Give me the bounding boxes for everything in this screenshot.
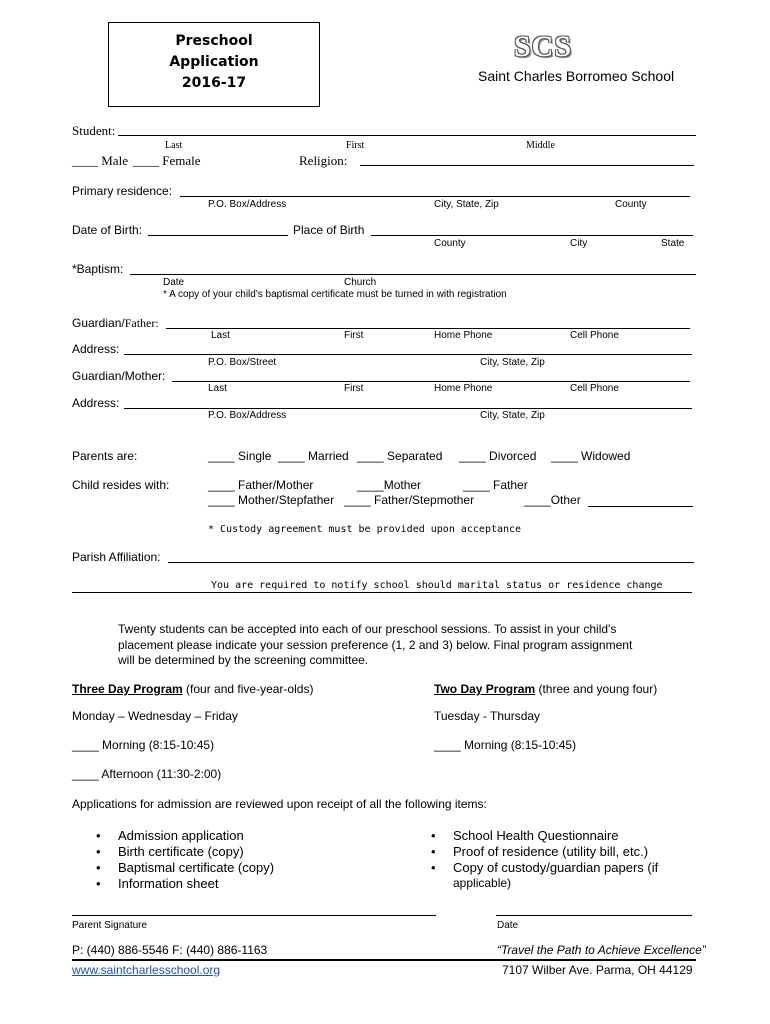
mother-sub-box: P.O. Box/Address [208, 410, 287, 421]
title-line-1: Preschool [175, 33, 253, 49]
place-of-birth-label: Place of Birth [293, 223, 365, 237]
parent-signature-field[interactable] [72, 915, 436, 916]
resides-mother-stepfather[interactable]: ____ Mother/Stepfather [208, 493, 335, 507]
father-sub-box: P.O. Box/Street [208, 357, 277, 368]
guardian-mother-label: Guardian/Mother: [72, 369, 166, 383]
two-day-days: Tuesday - Thursday [434, 709, 541, 723]
guardian-mother-field[interactable] [172, 381, 690, 382]
guardian-father-field[interactable] [166, 328, 690, 329]
admission-item: • Proof of residence (utility bill, etc.) [453, 844, 648, 859]
admission-item: • Admission application [118, 828, 244, 843]
three-day-afternoon[interactable]: ____ Afternoon (11:30-2:00) [72, 767, 222, 781]
birth-sub-state: State [661, 238, 685, 249]
baptism-note: * A copy of your child's baptismal certificate must be turned in with registration [163, 289, 507, 300]
female-option[interactable]: ____ Female [133, 153, 201, 168]
intro-line-2: placement please indicate your session preference (1, 2 and 3) below. Final program assignment [118, 638, 633, 652]
student-name-field[interactable] [118, 135, 696, 136]
religion-field[interactable] [360, 165, 694, 166]
father-sub-cell-phone: Cell Phone [570, 330, 619, 341]
resides-other-field[interactable] [588, 506, 693, 507]
two-day-morning[interactable]: ____ Morning (8:15-10:45) [434, 738, 577, 752]
parish-field[interactable] [168, 562, 694, 563]
phone-fax: P: (440) 886-5546 F: (440) 886-1163 [72, 943, 268, 957]
date-label: Date [497, 920, 519, 931]
birth-sub-city: City [570, 238, 588, 249]
mother-sub-home-phone: Home Phone [434, 383, 493, 394]
parish-label: Parish Affiliation: [72, 550, 161, 564]
admission-item: • Birth certificate (copy) [118, 844, 244, 859]
father-sub-last: Last [211, 330, 230, 341]
mother-address-label: Address: [72, 396, 120, 410]
parents-single[interactable]: ____ Single [208, 449, 272, 463]
resides-other[interactable]: ____Other [524, 493, 581, 507]
intro-line-3: will be determined by the screening committee. [118, 653, 369, 667]
resides-father[interactable]: ____ Father [463, 478, 528, 492]
resides-father-stepmother[interactable]: ____ Father/Stepmother [344, 493, 475, 507]
school-address: 7107 Wilber Ave. Parma, OH 44129 [502, 963, 693, 977]
resides-mother[interactable]: ____Mother [357, 478, 422, 492]
marital-notice: You are required to notify school should marital status or residence change [211, 580, 663, 591]
title-box [108, 22, 320, 107]
admission-intro: Applications for admission are reviewed upon receipt of all the following items: [72, 797, 487, 811]
baptism-sub-church: Church [344, 277, 377, 288]
three-day-program-heading: Three Day Program (four and five-year-olds) [72, 682, 314, 696]
student-sub-last: Last [165, 140, 183, 151]
mother-sub-first: First [344, 383, 364, 394]
three-day-morning[interactable]: ____ Morning (8:15-10:45) [72, 738, 215, 752]
baptism-sub-date: Date [163, 277, 185, 288]
school-motto: “Travel the Path to Achieve Excellence” [497, 943, 706, 957]
student-sub-middle: Middle [526, 140, 555, 151]
mother-sub-last: Last [208, 383, 227, 394]
parents-widowed[interactable]: ____ Widowed [551, 449, 631, 463]
three-day-days: Monday – Wednesday – Friday [72, 709, 238, 723]
father-sub-city: City, State, Zip [480, 357, 545, 368]
father-sub-first: First [344, 330, 364, 341]
mother-sub-city: City, State, Zip [480, 410, 545, 421]
title-line-2: Application [169, 54, 259, 70]
admission-item: • Baptismal certificate (copy) [118, 860, 274, 875]
resides-father-mother[interactable]: ____ Father/Mother [208, 478, 314, 492]
admission-item: • School Health Questionnaire [453, 828, 619, 843]
resides-label: Child resides with: [72, 478, 170, 492]
residence-sub-county: County [615, 199, 647, 210]
student-label: Student: [72, 123, 116, 138]
notice-underline [72, 592, 692, 593]
admission-item-continued: applicable) [453, 876, 512, 890]
father-address-label: Address: [72, 342, 120, 356]
dob-field[interactable] [148, 235, 288, 236]
dob-label: Date of Birth: [72, 223, 143, 237]
parents-divorced[interactable]: ____ Divorced [459, 449, 537, 463]
baptism-field[interactable] [130, 274, 696, 275]
parents-married[interactable]: ____ Married [278, 449, 349, 463]
parents-separated[interactable]: ____ Separated [357, 449, 443, 463]
two-day-program-heading: Two Day Program (three and young four) [434, 682, 658, 696]
father-address-field[interactable] [124, 354, 692, 355]
footer-divider [72, 959, 696, 961]
residence-field[interactable] [180, 196, 690, 197]
student-sub-first: First [346, 140, 365, 151]
religion-label: Religion: [299, 153, 348, 168]
father-sub-home-phone: Home Phone [434, 330, 493, 341]
residence-sub-address: P.O. Box/Address [208, 199, 287, 210]
admission-item: • Information sheet [118, 876, 218, 891]
intro-line-1: Twenty students can be accepted into each of our preschool sessions. To assist in your child's [118, 622, 617, 636]
male-option[interactable]: ____ Male [72, 153, 128, 168]
guardian-father-label: Guardian/Father: [72, 316, 159, 330]
parents-label: Parents are: [72, 449, 138, 463]
school-name: Saint Charles Borromeo School [478, 68, 675, 84]
school-logo: SCS [514, 30, 573, 63]
date-field[interactable] [496, 915, 692, 916]
residence-label: Primary residence: [72, 184, 173, 198]
custody-note: * Custody agreement must be provided upon acceptance [208, 524, 522, 535]
place-of-birth-field[interactable] [371, 235, 693, 236]
birth-sub-county: County [434, 238, 466, 249]
residence-sub-city: City, State, Zip [434, 199, 499, 210]
baptism-label: *Baptism: [72, 262, 124, 276]
parent-signature-label: Parent Signature [72, 920, 148, 931]
mother-sub-cell-phone: Cell Phone [570, 383, 619, 394]
mother-address-field[interactable] [124, 408, 692, 409]
title-line-3: 2016-17 [181, 75, 247, 91]
admission-item: • Copy of custody/guardian papers (if [453, 860, 658, 875]
website-link[interactable]: www.saintcharlesschool.org [72, 963, 221, 977]
